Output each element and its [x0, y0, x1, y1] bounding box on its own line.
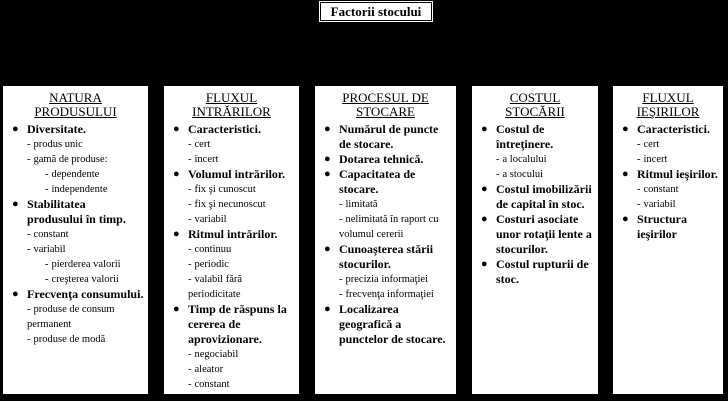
sub-item: [27, 227, 144, 242]
dash-icon: -: [45, 274, 49, 285]
factor-item: [621, 167, 719, 212]
factor-item: [621, 122, 719, 167]
sub-item-label: gamă de produse:: [33, 154, 108, 165]
column-title-line: FLUXUL: [642, 90, 694, 105]
factor-label: Costul imobilizării de capital în stoc.: [496, 182, 592, 211]
dash-icon: -: [339, 199, 343, 210]
dash-icon: -: [188, 364, 192, 375]
sub-item-label: a localului: [502, 154, 547, 165]
sub-item: [339, 197, 452, 212]
dash-icon: -: [188, 349, 192, 360]
sub-item: [188, 182, 295, 197]
bullet-icon: ●: [12, 123, 19, 135]
sub-item-label: produse de consum permanent: [27, 304, 115, 330]
sub-item-label: precizia informaţiei: [345, 274, 428, 285]
sub-item: [339, 287, 452, 302]
bullet-icon: ●: [481, 183, 488, 195]
sub-item-label: variabil: [33, 244, 66, 255]
factor-item: [11, 287, 144, 347]
dash-icon: -: [637, 154, 641, 165]
sub-item: [27, 152, 144, 197]
factor-label: Cunoaşterea stării stocurilor.: [339, 242, 434, 271]
dash-icon: -: [496, 169, 500, 180]
sub-item-label: produs unic: [33, 139, 83, 150]
factor-label: Volumul intrărilor.: [188, 167, 286, 181]
column-title-line: IEŞIRILOR: [636, 104, 700, 119]
sub-sub-item-label: dependente: [51, 169, 100, 180]
sub-item: [637, 152, 719, 167]
dash-icon: -: [45, 169, 49, 180]
sub-item-label: frecvenţa informaţiei: [345, 289, 434, 300]
factor-label: Costuri asociate unor rotaţii lente a stocurilor.: [496, 212, 592, 256]
column-title-line: FLUXUL: [205, 90, 258, 105]
dash-icon: -: [188, 199, 192, 210]
bullet-icon: ●: [173, 123, 180, 135]
sub-item: [27, 242, 144, 287]
factor-item: [323, 302, 452, 347]
dash-icon: -: [637, 199, 641, 210]
sub-item-label: incert: [643, 154, 668, 165]
bullet-icon: ●: [12, 288, 19, 300]
factor-item: [621, 212, 719, 242]
bullet-icon: ●: [622, 213, 629, 225]
sub-item-label: constant: [643, 184, 679, 195]
column-title-line: COSTUL: [509, 90, 561, 105]
column-fluxul-iesirilor: [612, 85, 724, 395]
factor-label: Dotarea tehnică.: [339, 152, 424, 166]
dash-icon: -: [188, 379, 192, 390]
factor-item: [323, 242, 452, 302]
sub-item: [188, 152, 295, 167]
dash-icon: -: [188, 214, 192, 225]
sub-item-label: a stocului: [502, 169, 544, 180]
bullet-icon: ●: [324, 153, 331, 165]
factor-item: [323, 152, 452, 167]
sub-item: [188, 242, 295, 257]
sub-list: [27, 137, 144, 197]
sub-item: [188, 362, 295, 377]
sub-item-label: limitată: [345, 199, 378, 210]
sub-list: [188, 182, 295, 227]
sub-item-label: valabil fără periodicitate: [188, 274, 243, 300]
factor-item: [11, 197, 144, 287]
dash-icon: -: [339, 289, 343, 300]
column-title: [164, 91, 299, 119]
factor-item: [480, 212, 594, 257]
dash-icon: -: [637, 184, 641, 195]
sub-sub-item: [45, 167, 144, 182]
factor-label: Numărul de puncte de stocare.: [339, 122, 439, 151]
sub-sub-list: [27, 167, 144, 197]
bullet-icon: ●: [12, 198, 19, 210]
bullet-icon: ●: [324, 243, 331, 255]
dash-icon: -: [27, 334, 31, 345]
dash-icon: -: [637, 139, 641, 150]
sub-item-label: variabil: [194, 214, 227, 225]
bullet-icon: ●: [622, 123, 629, 135]
sub-item: [496, 167, 594, 182]
bullet-icon: ●: [481, 123, 488, 135]
sub-list: [637, 182, 719, 212]
factor-label: Caracteristici.: [637, 122, 710, 136]
dash-icon: -: [188, 139, 192, 150]
sub-list: [27, 302, 144, 347]
dash-icon: -: [45, 259, 49, 270]
bullet-icon: ●: [481, 258, 488, 270]
sub-item-label: continuu: [194, 244, 232, 255]
sub-item-label: constant: [194, 379, 230, 390]
dash-icon: -: [27, 154, 31, 165]
dash-icon: -: [188, 259, 192, 270]
factor-label: Frecvenţa consumului.: [27, 287, 144, 301]
factor-label: Stabilitatea produsului în timp.: [27, 197, 126, 226]
sub-list: [188, 137, 295, 167]
dash-icon: -: [188, 244, 192, 255]
sub-item-label: aleator: [194, 364, 224, 375]
column-title: [3, 91, 148, 119]
dash-icon: -: [188, 154, 192, 165]
sub-item-label: nelimitată în raport cu volumul cererii: [339, 214, 439, 240]
column-title-line: NATURA: [49, 90, 102, 105]
column-costul-stocarii: [471, 85, 599, 395]
factor-list: [472, 122, 598, 287]
column-title-line: PRODUSULUI: [34, 104, 117, 119]
sub-item: [188, 347, 295, 362]
sub-item-label: variabil: [643, 199, 676, 210]
sub-item: [637, 197, 719, 212]
dash-icon: -: [339, 274, 343, 285]
factor-item: [11, 122, 144, 197]
sub-list: [27, 227, 144, 287]
factor-item: [480, 122, 594, 182]
factor-item: [172, 302, 295, 392]
bullet-icon: ●: [622, 168, 629, 180]
factor-item: [172, 227, 295, 302]
dash-icon: -: [27, 139, 31, 150]
dash-icon: -: [27, 229, 31, 240]
sub-item-label: constant: [33, 229, 69, 240]
factor-label: Localizarea geografică a punctelor de stocare.: [339, 302, 446, 346]
column-title: [315, 91, 456, 119]
sub-list: [496, 152, 594, 182]
sub-item: [339, 212, 452, 242]
dash-icon: -: [45, 184, 49, 195]
sub-item-label: incert: [194, 154, 219, 165]
column-title-line: INTRĂRILOR: [192, 104, 271, 119]
sub-list: [637, 137, 719, 167]
factor-list: [315, 122, 456, 347]
factor-list: [613, 122, 723, 242]
factor-label: Costul de întreţinere.: [496, 122, 554, 151]
sub-sub-item-label: creşterea valorii: [51, 274, 119, 285]
sub-sub-item-label: independente: [51, 184, 108, 195]
factor-label: Costul rupturii de stoc.: [496, 257, 589, 286]
column-title: [613, 91, 723, 119]
factor-label: Timp de răspuns la cererea de aprovizionare.: [188, 302, 287, 346]
factor-label: Capacitatea de stocare.: [339, 167, 416, 196]
bullet-icon: ●: [173, 228, 180, 240]
sub-sub-item: [45, 272, 144, 287]
sub-item: [339, 272, 452, 287]
bullet-icon: ●: [324, 303, 331, 315]
sub-list: [188, 347, 295, 392]
factor-item: [323, 122, 452, 152]
sub-item: [637, 182, 719, 197]
bullet-icon: ●: [324, 168, 331, 180]
factor-label: Caracteristici.: [188, 122, 261, 136]
sub-item: [496, 152, 594, 167]
sub-sub-list: [27, 257, 144, 287]
factor-label: Structura ieşirilor: [637, 212, 687, 241]
factor-item: [172, 167, 295, 227]
sub-list: [339, 272, 452, 302]
column-title-line: STOCĂRII: [505, 104, 565, 119]
dash-icon: -: [496, 154, 500, 165]
sub-item-label: cert: [194, 139, 211, 150]
sub-item-label: fix şi necunoscut: [194, 199, 266, 210]
sub-list: [339, 197, 452, 242]
column-title-line: STOCARE: [356, 104, 415, 119]
bullet-icon: ●: [481, 213, 488, 225]
dash-icon: -: [27, 304, 31, 315]
column-title-line: PROCESUL DE: [342, 90, 429, 105]
sub-item: [27, 137, 144, 152]
sub-item: [188, 377, 295, 392]
dash-icon: -: [188, 184, 192, 195]
column-procesul-de-stocare: [314, 85, 457, 395]
factor-item: [323, 167, 452, 242]
bullet-icon: ●: [324, 123, 331, 135]
dash-icon: -: [27, 244, 31, 255]
factor-item: [172, 122, 295, 167]
factor-label: Diversitate.: [27, 122, 86, 136]
sub-sub-item: [45, 257, 144, 272]
dash-icon: -: [188, 274, 192, 285]
sub-list: [188, 242, 295, 302]
sub-item: [188, 212, 295, 227]
bullet-icon: ●: [173, 168, 180, 180]
factor-list: [3, 122, 148, 347]
sub-item: [637, 137, 719, 152]
sub-item-label: negociabil: [194, 349, 239, 360]
column-natura-produsului: [2, 85, 149, 395]
sub-item: [188, 257, 295, 272]
sub-sub-item-label: pierderea valorii: [51, 259, 121, 270]
bullet-icon: ●: [173, 303, 180, 315]
column-fluxul-intrarilor: [163, 85, 300, 395]
factor-item: [480, 257, 594, 287]
sub-item-label: cert: [643, 139, 660, 150]
diagram-title: Factorii stocului: [320, 2, 432, 21]
sub-item: [27, 332, 144, 347]
column-title: [472, 91, 598, 119]
factor-list: [164, 122, 299, 392]
factor-item: [480, 182, 594, 212]
factor-label: Ritmul ieşirilor.: [637, 167, 718, 181]
sub-item: [188, 137, 295, 152]
factor-label: Ritmul intrărilor.: [188, 227, 278, 241]
sub-item: [27, 302, 144, 332]
sub-sub-item: [45, 182, 144, 197]
dash-icon: -: [339, 214, 343, 225]
sub-item-label: periodic: [194, 259, 229, 270]
sub-item-label: fix şi cunoscut: [194, 184, 256, 195]
sub-item-label: produse de modă: [33, 334, 106, 345]
sub-item: [188, 272, 295, 302]
sub-item: [188, 197, 295, 212]
